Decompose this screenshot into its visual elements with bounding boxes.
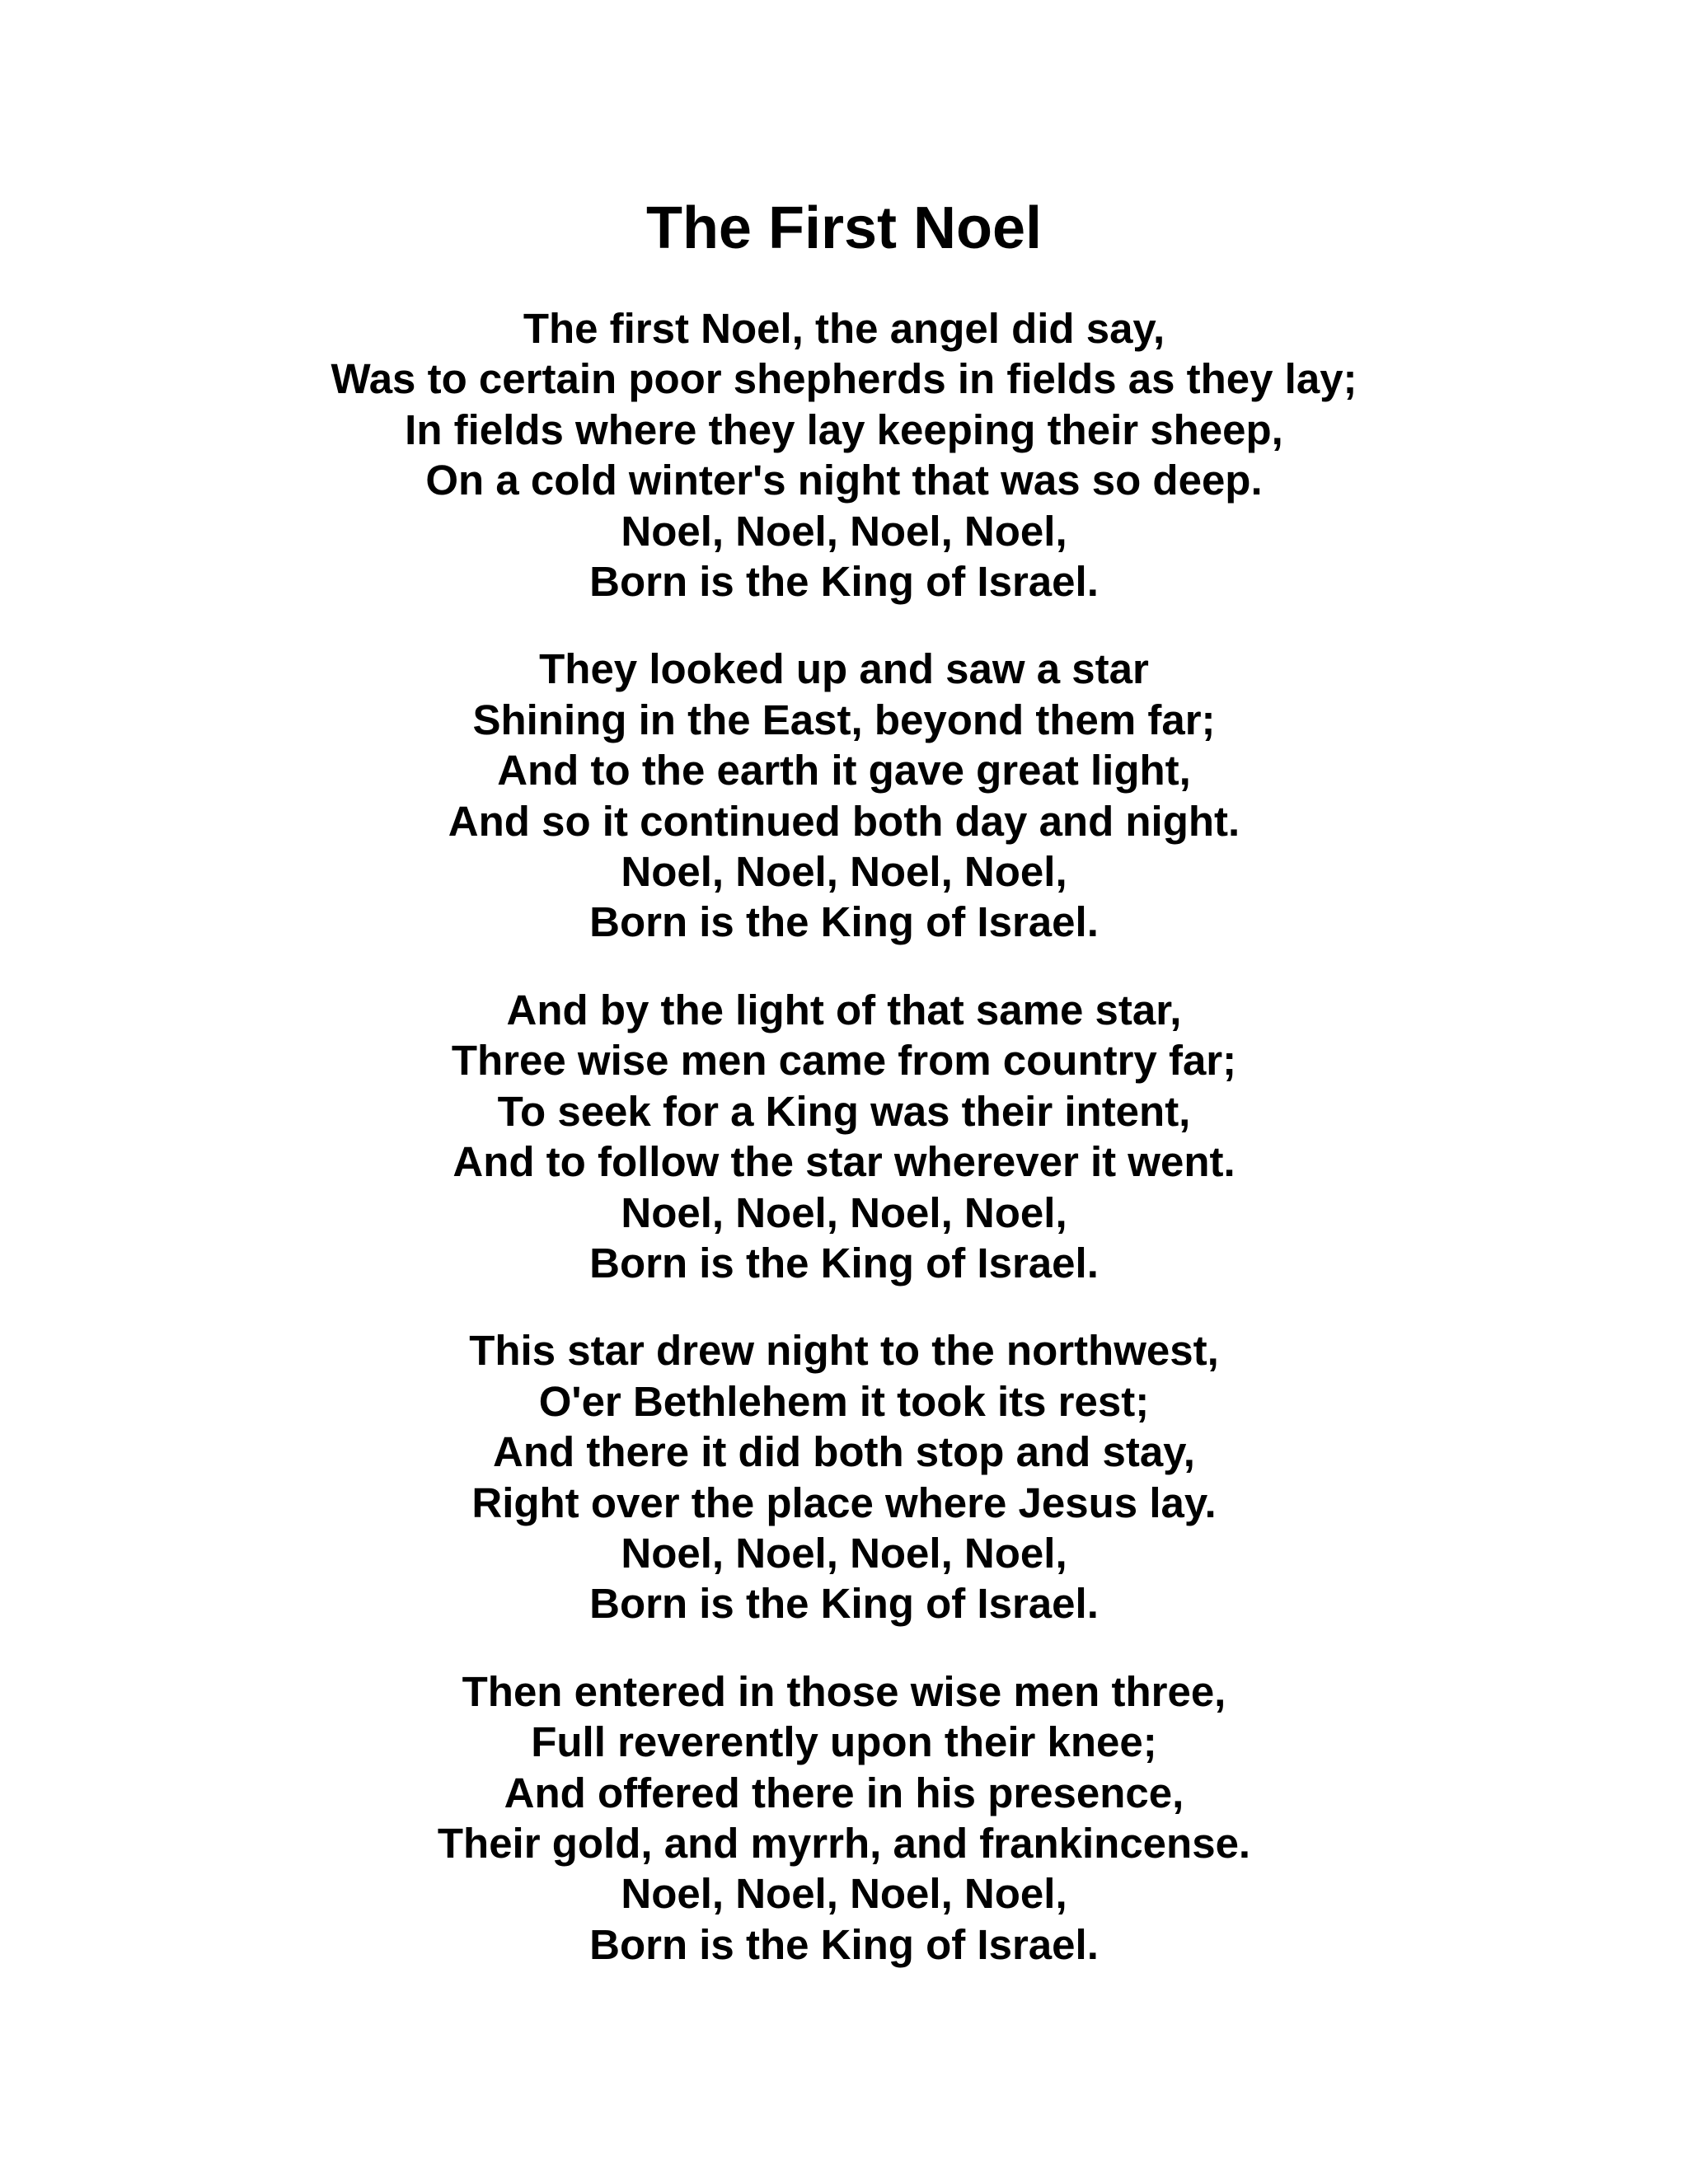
chorus-line: Noel, Noel, Noel, Noel,	[621, 1870, 1067, 1918]
chorus-line: Born is the King of Israel.	[589, 1239, 1099, 1286]
verse-line: Then entered in those wise men three,	[462, 1667, 1226, 1715]
verse-line: O'er Bethlehem it took its rest;	[538, 1377, 1150, 1425]
page-title: The First Noel	[645, 195, 1043, 261]
verse-line: And offered there in his presence,	[504, 1769, 1184, 1816]
verse-line: And to the earth it gave great light,	[497, 747, 1191, 794]
chorus-line: Born is the King of Israel.	[589, 1580, 1099, 1628]
chorus-line: Noel, Noel, Noel, Noel,	[621, 1188, 1067, 1236]
verse-5	[0, 1666, 1688, 1970]
verse-line: In fields where they lay keeping their sheep,	[405, 405, 1283, 453]
chorus-line: Noel, Noel, Noel, Noel,	[621, 507, 1067, 555]
verse-line: On a cold winter's night that was so deep.	[425, 457, 1263, 504]
chorus-line: Born is the King of Israel.	[589, 898, 1099, 946]
verse-line: Shining in the East, beyond them far;	[472, 696, 1216, 743]
verse-line: To seek for a King was their intent,	[497, 1087, 1191, 1135]
verse-line: Right over the place where Jesus lay.	[471, 1479, 1217, 1526]
lyrics-body	[0, 303, 1688, 2007]
verse-line: And by the light of that same star,	[506, 986, 1182, 1033]
chorus-line: Noel, Noel, Noel, Noel,	[621, 848, 1067, 896]
verse-line: Was to certain poor shepherds in fields as they lay;	[331, 355, 1357, 403]
verse-line: This star drew night to the northwest,	[469, 1327, 1219, 1375]
verse-1	[0, 303, 1688, 607]
verse-line: Full reverently upon their knee;	[531, 1718, 1157, 1766]
verse-line: They looked up and saw a star	[539, 645, 1149, 693]
chorus-line: Born is the King of Israel.	[589, 1920, 1099, 1968]
verse-line: Three wise men came from country far;	[451, 1037, 1237, 1085]
verse-line: The first Noel, the angel did say,	[523, 305, 1165, 352]
verse-3	[0, 985, 1688, 1288]
verse-line: And there it did both stop and stay,	[493, 1428, 1195, 1476]
verse-4	[0, 1325, 1688, 1629]
chorus-line: Born is the King of Israel.	[589, 558, 1099, 606]
verse-line: And to follow the star wherever it went.	[452, 1138, 1236, 1186]
verse-line: Their gold, and myrrh, and frankincense.	[437, 1819, 1251, 1867]
chorus-line: Noel, Noel, Noel, Noel,	[621, 1529, 1067, 1577]
verse-line: And so it continued both day and night.	[448, 797, 1240, 845]
verse-2	[0, 644, 1688, 947]
